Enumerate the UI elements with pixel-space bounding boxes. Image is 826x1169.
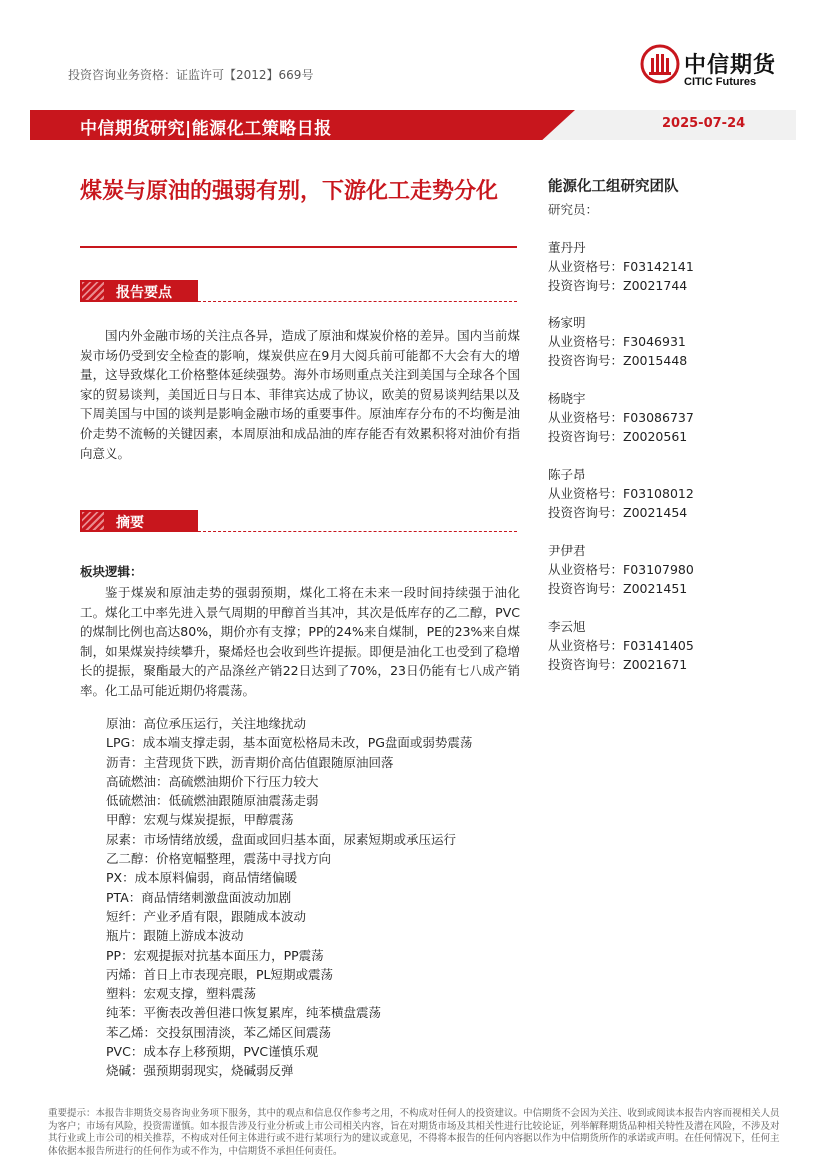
summary-label: 摘要 xyxy=(116,515,144,531)
analyst-name: 陈子昂 xyxy=(548,467,586,482)
analyst-consult-id: 投资咨询号：Z0021744 xyxy=(548,278,688,293)
citic-futures-logo xyxy=(640,44,810,96)
list-item: 纯苯：平衡表改善但港口恢复累库，纯苯横盘震荡 xyxy=(106,1005,382,1021)
list-item: 短纤：产业矛盾有限，跟随成本波动 xyxy=(106,908,307,924)
analyst-practice-id: 从业资格号：F3046931 xyxy=(548,334,686,349)
logo-en-text: CITIC Futures xyxy=(684,76,757,88)
analyst-consult-id: 投资咨询号：Z0021454 xyxy=(548,505,688,520)
section-divider xyxy=(198,301,517,302)
analyst-practice-id: 从业资格号：F03142141 xyxy=(548,259,694,274)
report-points-text xyxy=(80,326,520,463)
license-text: 投资咨询业务资格：证监许可【2012】669号 xyxy=(68,68,314,82)
section-divider xyxy=(198,531,517,532)
list-item: 高硫燃油：高硫燃油期价下行压力较大 xyxy=(106,773,319,789)
analyst-name: 尹伊君 xyxy=(548,543,586,558)
list-item: 低硫燃油：低硫燃油跟随原油震荡走弱 xyxy=(106,793,319,809)
analyst-consult-id: 投资咨询号：Z0021451 xyxy=(548,581,688,596)
main-title: 煤炭与原油的强弱有别，下游化工走势分化 xyxy=(80,179,499,204)
block-logic-text xyxy=(80,583,520,701)
analyst-consult-id: 投资咨询号：Z0020561 xyxy=(548,429,688,444)
list-item: LPG：成本端支撑走弱，基本面宽松格局未改，PG盘面或弱势震荡 xyxy=(106,735,473,751)
disclaimer-text: 重要提示：本报告非期货交易咨询业务项下服务，其中的观点和信息仅作参考之用，不构成对任何人的投资建议。中信期货不会因为关注、收到或阅读本报告内容而视相关人员为客户；市场有风险，投资需谨慎。如本报告涉及行业分析或上市公司相关内容，旨在对期货市场及其相关性进行比较论证，列举解释期货品种相关特性及潜在风险，不涉及对其行业或上市公司的相关推荐，不构成对任何主体进行或不进行某项行为的建议或意见，不得将本报告的任何内容据以作为中信期货所作的承诺或声明。在任何情况下，任何主体依据本报告所进行的任何作为或不作为，中信期货不承担任何责任。 xyxy=(48,1108,780,1157)
header-title: 中信期货研究|能源化工策略日报 xyxy=(80,119,332,139)
team-title: 能源化工组研究团队 xyxy=(548,179,679,195)
list-item: 沥青：主营现货下跌，沥青期价高估值跟随原油回落 xyxy=(106,754,394,770)
analyst-card xyxy=(548,465,694,522)
list-item: 塑料：宏观支撑，塑料震荡 xyxy=(106,986,257,1002)
list-item: 丙烯：首日上市表现亮眼，PL短期或震荡 xyxy=(106,966,334,982)
analyst-name: 董丹丹 xyxy=(548,240,586,255)
list-item: PVC：成本存上移预期，PVC谨慎乐观 xyxy=(106,1044,319,1060)
list-item: PX：成本原料偏弱，商品情绪偏暖 xyxy=(106,870,298,886)
title-divider xyxy=(80,246,517,248)
stripes-icon xyxy=(82,512,104,530)
commodity-list xyxy=(106,714,472,1081)
block-logic-label: 板块逻辑： xyxy=(80,564,143,579)
list-item: 苯乙烯：交投氛围清淡，苯乙烯区间震荡 xyxy=(106,1024,332,1040)
list-item: 原油：高位承压运行，关注地缘扰动 xyxy=(106,716,307,731)
citic-logo-icon xyxy=(640,44,680,84)
list-item: PP：宏观提振对抗基本面压力，PP震荡 xyxy=(106,947,324,963)
report-points-paragraph: 国内外金融市场的关注点各异，造成了原油和煤炭价格的差异。国内当前煤炭市场仍受到安全检查的影响，煤炭供应在9月大阅兵前可能都不大会有大的增量，这导致煤化工价格整体延续强势。海外市场则重点关注到美国与全球各个国家的贸易谈判，美国近日与日本、菲律宾达成了协议，欧美的贸易谈判结果以及下周美国与中国的谈判是影响金融市场的重要事件。原油库存分布的不均衡是油价走势不流畅的关键因素，本周原油和成品油的库存能否有效累积将对油价有指向意义。 xyxy=(80,328,520,461)
analyst-name: 李云旭 xyxy=(548,619,586,634)
list-item: PTA：商品情绪刺激盘面波动加剧 xyxy=(106,889,292,905)
analyst-consult-id: 投资咨询号：Z0015448 xyxy=(548,353,688,368)
analyst-card xyxy=(548,238,694,295)
report-date: 2025-07-24 xyxy=(662,116,746,131)
list-item: 甲醇：宏观与煤炭提振，甲醇震荡 xyxy=(106,812,294,828)
list-item: 烧碱：强预期弱现实，烧碱弱反弹 xyxy=(106,1063,294,1079)
list-item: 乙二醇：价格宽幅整理，震荡中寻找方向 xyxy=(106,851,332,867)
analyst-card xyxy=(548,313,687,370)
analyst-name: 杨晓宇 xyxy=(548,391,586,406)
analyst-consult-id: 投资咨询号：Z0021671 xyxy=(548,657,688,672)
analyst-practice-id: 从业资格号：F03108012 xyxy=(548,486,694,501)
list-item: 尿素：市场情绪放缓，盘面或回归基本面，尿素短期或承压运行 xyxy=(106,831,457,847)
analyst-card xyxy=(548,617,694,674)
report-points-tag xyxy=(80,280,198,302)
stripes-icon xyxy=(82,282,104,300)
report-points-label: 报告要点 xyxy=(116,285,172,301)
analyst-practice-id: 从业资格号：F03086737 xyxy=(548,410,694,425)
team-subtitle: 研究员： xyxy=(548,202,599,217)
analyst-practice-id: 从业资格号：F03107980 xyxy=(548,562,694,577)
analyst-card xyxy=(548,541,694,598)
summary-tag xyxy=(80,510,198,532)
analyst-practice-id: 从业资格号：F03141405 xyxy=(548,638,694,653)
analyst-name: 杨家明 xyxy=(548,315,586,330)
analyst-card xyxy=(548,389,694,446)
block-logic-paragraph: 鉴于煤炭和原油走势的强弱预期，煤化工将在未来一段时间持续强于油化工。煤化工中率先进入景气周期的甲醇首当其冲，其次是低库存的乙二醇，PVC的煤制比例也高达80%，期价亦有支撑；PP的24%来自煤制，PE的23%来自煤制，如果煤炭持续攀升，聚烯烃也会收到些许提振。即便是油化工也受到了稳增长的提振，聚酯最大的产品涤丝产销22日达到了70%，23日仍能有七八成产销率。化工品可能近期仍将震荡。 xyxy=(80,585,520,698)
list-item: 瓶片：跟随上游成本波动 xyxy=(106,928,244,944)
logo-cn-text: 中信期货 xyxy=(684,53,777,78)
